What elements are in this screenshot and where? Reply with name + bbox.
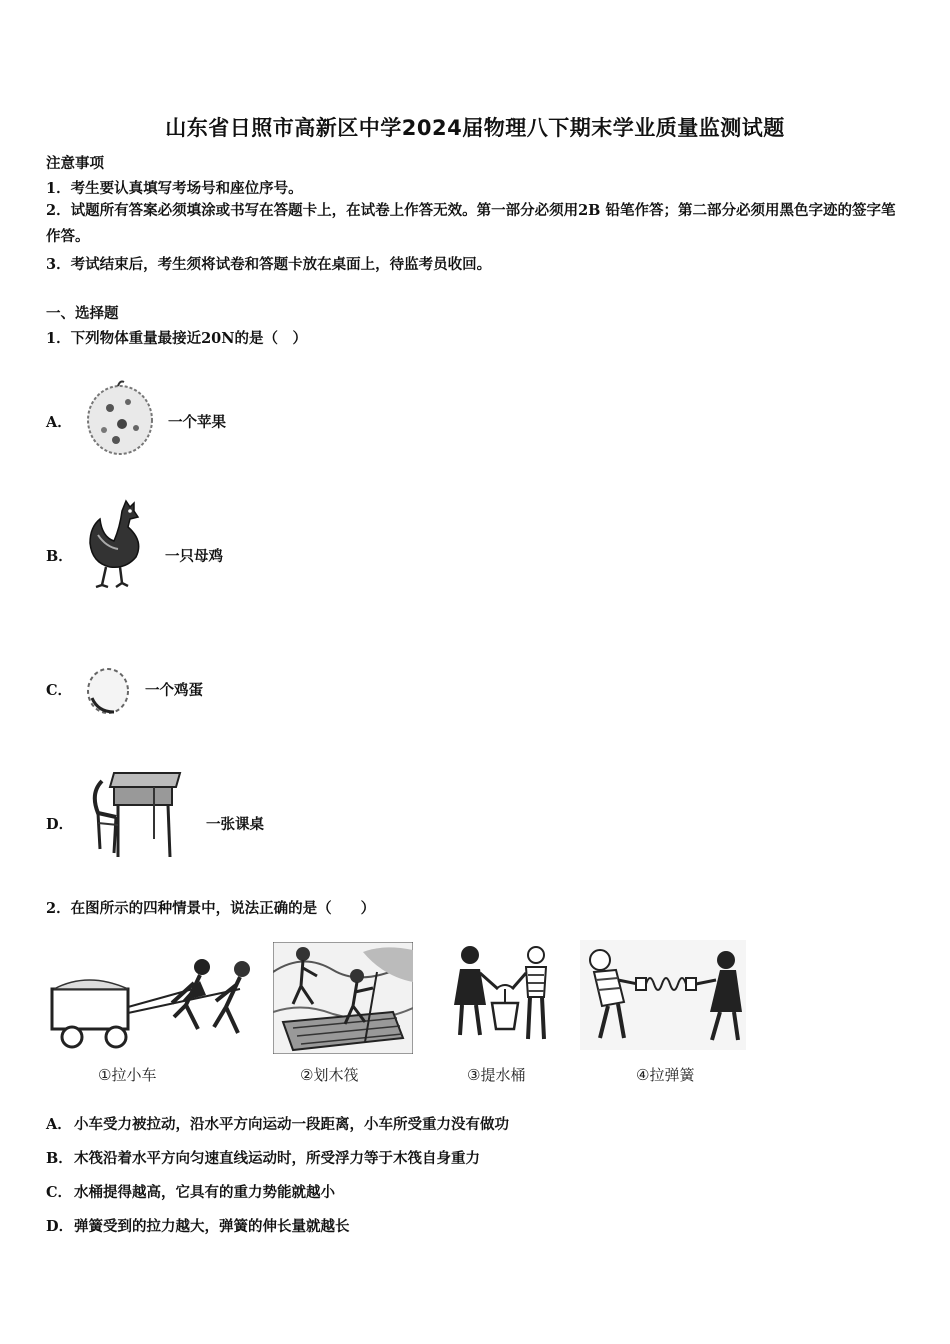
q2-option-b-text: 木筏沿着水平方向匀速直线运动时，所受浮力等于木筏自身重力 <box>74 1150 480 1167</box>
page-title: 山东省日照市高新区中学2024届物理八下期末学业质量监测试题 <box>165 116 785 140</box>
pull-cart-illustration <box>50 955 256 1055</box>
scene-caption-2: ②划木筏 <box>300 1066 359 1084</box>
section-heading: 一、选择题 <box>46 305 119 322</box>
q1-option-c-text: 一个鸡蛋 <box>145 682 203 699</box>
apple-icon <box>82 378 158 460</box>
q2-option-a-label: A． <box>46 1116 72 1133</box>
desk-icon <box>88 763 192 861</box>
scene-caption-4: ④拉弹簧 <box>636 1066 695 1084</box>
q1-option-c-label: C． <box>46 682 73 699</box>
q2-stem: 2．在图所示的四种情景中，说法正确的是（ ） <box>46 900 376 917</box>
q1-stem: 1．下列物体重量最接近20N的是（ ） <box>46 330 308 347</box>
q2-option-a-text: 小车受力被拉动，沿水平方向运动一段距离，小车所受重力没有做功 <box>74 1116 509 1133</box>
spring-illustration <box>580 940 746 1050</box>
notice-item-2: 2．试题所有答案必须填涂或书写在答题卡上，在试卷上作答无效。第一部分必须用2B 铅笔作答；第二部分必须用黑色字迹的签字笔作答。 <box>46 202 896 245</box>
q2-option-d-label: D． <box>46 1218 74 1235</box>
q1-option-b-label: B． <box>46 548 73 565</box>
q2-option-c-label: C． <box>46 1184 73 1201</box>
scene-caption-1: ①拉小车 <box>98 1066 157 1084</box>
egg-icon <box>84 666 134 716</box>
hen-icon <box>86 497 146 589</box>
raft-illustration <box>273 942 413 1054</box>
q2-option-b-label: B． <box>46 1150 73 1167</box>
notice-item-1: 1．考生要认真填写考场号和座位序号。 <box>46 180 303 197</box>
q1-option-b-text: 一只母鸡 <box>165 548 223 565</box>
q2-option-d-text: 弹簧受到的拉力越大，弹簧的伸长量就越长 <box>74 1218 350 1235</box>
q2-option-c-text: 水桶提得越高，它具有的重力势能就越小 <box>74 1184 335 1201</box>
scene-caption-3: ③提水桶 <box>467 1066 526 1084</box>
q1-option-d-label: D． <box>46 816 74 833</box>
notice-heading: 注意事项 <box>46 155 104 172</box>
q1-option-d-text: 一张课桌 <box>206 816 264 833</box>
q1-option-a-label: A． <box>46 414 72 431</box>
notice-item-3: 3．考试结束后，考生须将试卷和答题卡放在桌面上，待监考员收回。 <box>46 256 492 273</box>
q1-option-a-text: 一个苹果 <box>168 414 226 431</box>
bucket-illustration <box>446 943 566 1049</box>
